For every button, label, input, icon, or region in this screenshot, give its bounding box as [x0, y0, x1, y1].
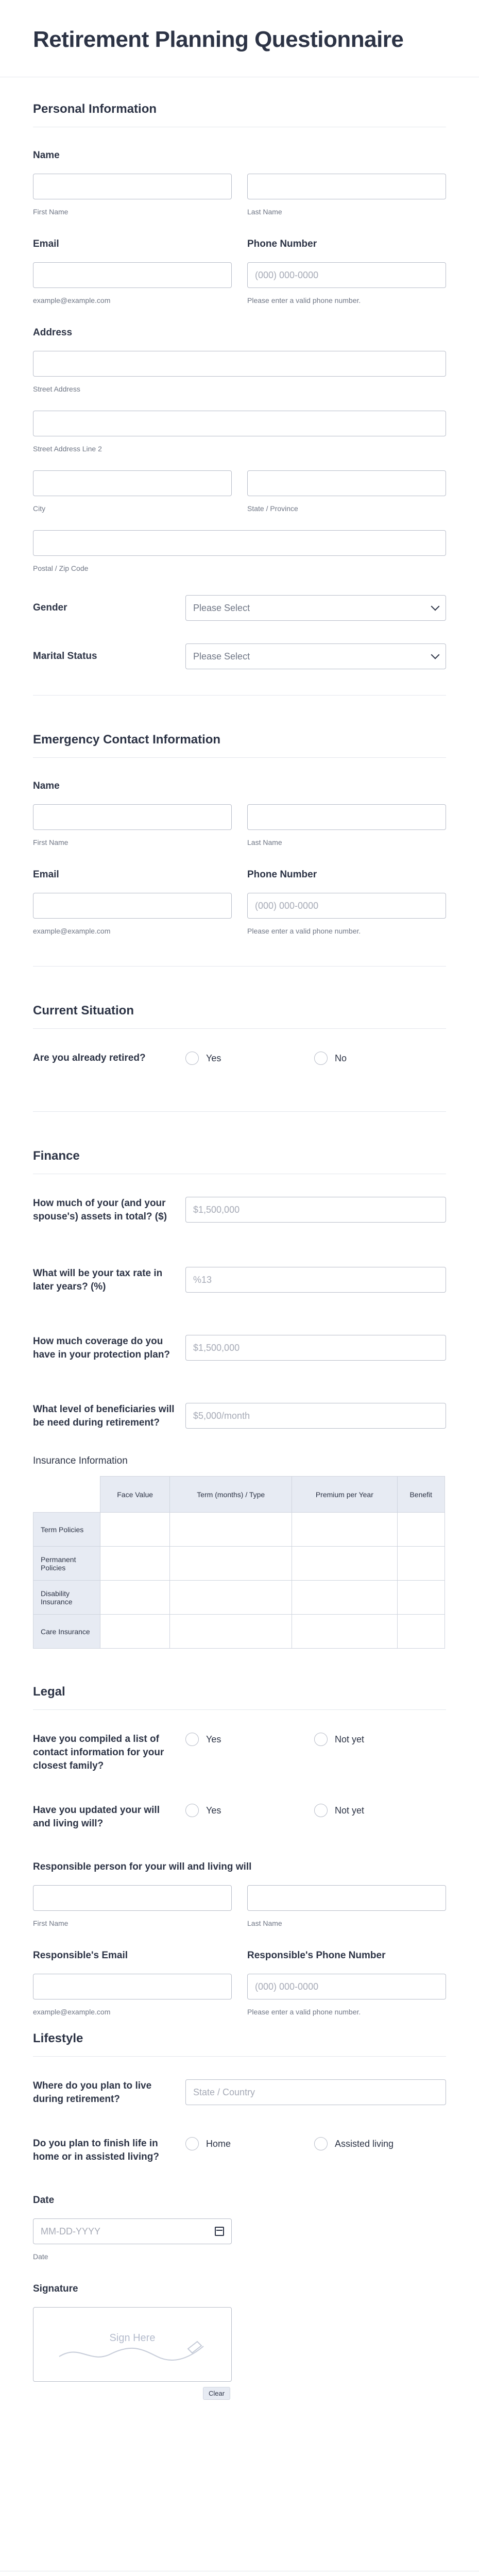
field-label: Where do you plan to live during retirement? [33, 2080, 152, 2105]
postal-input[interactable] [33, 530, 446, 556]
sublabel: Street Address Line 2 [33, 445, 102, 453]
city-input[interactable] [33, 470, 232, 496]
table-cell-input[interactable] [170, 1615, 292, 1649]
coverage-row [33, 1335, 446, 1362]
table-cell-input[interactable] [292, 1547, 397, 1581]
table-cell-input[interactable] [170, 1513, 292, 1547]
gender-select[interactable] [185, 595, 446, 621]
table-cell-input[interactable] [292, 1513, 397, 1547]
emergency-contact-row [33, 869, 446, 935]
benefits-row [33, 1403, 446, 1430]
tax-input[interactable]: %13 [185, 1267, 446, 1293]
radio-circle[interactable] [314, 2137, 328, 2150]
radio-circle[interactable] [314, 1052, 328, 1065]
phone-input[interactable]: (000) 000-0000 [247, 893, 446, 919]
radio-yes[interactable] [185, 1804, 314, 1817]
sublabel: example@example.com [33, 927, 111, 935]
legal-section [0, 1685, 479, 2016]
radio-label: Yes [206, 1053, 221, 1063]
table-cell-input[interactable] [292, 1581, 397, 1615]
live-row [33, 2079, 446, 2106]
sublabel: Last Name [247, 838, 282, 846]
email-input[interactable] [33, 1974, 232, 1999]
table-header-row [33, 1477, 445, 1513]
assets-input[interactable]: $1,500,000 [185, 1197, 446, 1223]
live-input[interactable]: State / Country [185, 2079, 446, 2105]
section-header [33, 77, 446, 127]
first-name-input[interactable] [33, 174, 232, 199]
form-footer [0, 2571, 479, 2576]
field-label: What level of beneficiaries will be need during retirement? [33, 1404, 175, 1428]
select-value: Please Select [193, 651, 250, 662]
row-header: Term Policies [33, 1513, 100, 1547]
table-cell-input[interactable] [170, 1581, 292, 1615]
section-title: Emergency Contact Information [33, 733, 221, 747]
field-label: Marital Status [33, 651, 97, 662]
table-cell-input[interactable] [397, 1581, 444, 1615]
assets-row [33, 1197, 446, 1224]
email-input[interactable] [33, 893, 232, 919]
column-header: Premium per Year [292, 1477, 397, 1513]
sublabel: Please enter a valid phone number. [247, 2008, 361, 2016]
radio-no[interactable] [314, 1052, 443, 1065]
sublabel: example@example.com [33, 296, 111, 304]
sublabel: Last Name [247, 208, 282, 216]
will-row [33, 1804, 446, 1831]
section-header [33, 1112, 446, 1174]
retired-row [33, 1052, 446, 1065]
table-row [33, 1547, 445, 1581]
table-row [33, 1581, 445, 1615]
sublabel: Street Address [33, 385, 80, 393]
table-cell-input[interactable] [170, 1547, 292, 1581]
lifestyle-section [0, 2031, 479, 2397]
finish-row [33, 2137, 446, 2164]
select-value: Please Select [193, 602, 250, 613]
clear-button[interactable]: Clear [203, 2387, 230, 2400]
radio-label: Not yet [335, 1805, 365, 1816]
field-label: Do you plan to finish life in home or in assisted living? [33, 2138, 159, 2162]
section-title: Current Situation [33, 1004, 134, 1018]
contact-row [33, 239, 446, 304]
phone-input[interactable]: (000) 000-0000 [247, 262, 446, 288]
field-label: Responsible's Phone Number [247, 1950, 386, 1961]
first-name-input[interactable] [33, 804, 232, 830]
email-input[interactable] [33, 262, 232, 288]
sublabel: State / Province [247, 504, 298, 513]
date-input[interactable] [33, 2218, 232, 2244]
compiled-row [33, 1733, 446, 1773]
radio-not-yet[interactable] [314, 1733, 443, 1746]
column-header: Benefit [397, 1477, 444, 1513]
field-label: Email [33, 869, 59, 880]
radio-circle[interactable] [314, 1733, 328, 1746]
field-label: Date [33, 2195, 55, 2206]
sublabel: Date [33, 2252, 48, 2261]
street2-input[interactable] [33, 411, 446, 436]
radio-label: Home [206, 2138, 231, 2149]
field-label: Have you updated your will and living will? [33, 1805, 160, 1829]
chevron-down-icon [431, 602, 440, 611]
finance-section [0, 1112, 479, 1649]
sublabel: Last Name [247, 1919, 282, 1927]
column-header: Face Value [100, 1477, 170, 1513]
radio-home[interactable] [185, 2137, 314, 2150]
field-label: Responsible person for your will and living will [33, 1861, 252, 1872]
radio-label: Yes [206, 1805, 221, 1816]
situation-section [0, 967, 479, 1112]
field-label: Responsible's Email [33, 1950, 128, 1961]
insurance-field [33, 1455, 446, 1649]
radio-circle[interactable] [314, 1804, 328, 1817]
field-label: How much of your (and your spouse's) assets in total? ($) [33, 1198, 167, 1222]
last-name-input[interactable] [247, 1885, 446, 1911]
table-cell-input[interactable] [100, 1513, 170, 1547]
radio-circle[interactable] [185, 1804, 199, 1817]
sublabel: First Name [33, 208, 69, 216]
field-label: How much coverage do you have in your protection plan? [33, 1336, 170, 1360]
gender-row [33, 595, 446, 621]
section-title: Legal [33, 1685, 65, 1699]
field-label: Name [33, 781, 60, 791]
field-label: Signature [33, 2283, 78, 2294]
field-label: Have you compiled a list of contact information for your closest family? [33, 1734, 164, 1771]
table-cell-input[interactable] [100, 1581, 170, 1615]
table-cell-input[interactable] [397, 1615, 444, 1649]
marital-select[interactable] [185, 643, 446, 669]
responsible-field [33, 1861, 446, 1927]
sublabel: example@example.com [33, 2008, 111, 2016]
row-header: Care Insurance [33, 1615, 100, 1649]
sublabel: Please enter a valid phone number. [247, 296, 361, 304]
table-corner [33, 1477, 100, 1513]
marital-row [33, 643, 446, 669]
section-header [33, 967, 446, 1029]
radio-label: Not yet [335, 1734, 365, 1744]
radio-label: Yes [206, 1734, 221, 1744]
sublabel: First Name [33, 838, 69, 846]
radio-yes[interactable] [185, 1052, 314, 1065]
signature-scribble-icon [33, 2308, 232, 2382]
personal-section [0, 77, 479, 696]
responsible-contact-row [33, 1950, 446, 2016]
field-label: Phone Number [247, 869, 317, 880]
section-header [33, 2031, 446, 2057]
radio-label: No [335, 1053, 347, 1063]
table-cell-input[interactable] [397, 1547, 444, 1581]
tax-row [33, 1267, 446, 1294]
chevron-down-icon [431, 651, 440, 659]
table-row [33, 1513, 445, 1547]
radio-circle[interactable] [185, 1733, 199, 1746]
table-cell-input[interactable] [292, 1615, 397, 1649]
name-field [33, 150, 446, 216]
column-header: Term (months) / Type [170, 1477, 292, 1513]
emergency-section [0, 696, 479, 967]
form-header [0, 0, 479, 77]
radio-label: Assisted living [335, 2138, 394, 2149]
field-label: Email [33, 239, 59, 249]
coverage-input[interactable]: $1,500,000 [185, 1335, 446, 1361]
section-title: Lifestyle [33, 2031, 83, 2045]
table-cell-input[interactable] [100, 1547, 170, 1581]
benefits-input[interactable]: $5,000/month [185, 1403, 446, 1429]
phone-input[interactable]: (000) 000-0000 [247, 1974, 446, 1999]
date-placeholder: MM-DD-YYYY [41, 2226, 100, 2236]
field-label: Name [33, 150, 60, 161]
field-label: Are you already retired? [33, 1053, 146, 1063]
radio-not-yet[interactable] [314, 1804, 443, 1817]
address-field [33, 327, 446, 572]
insurance-table [33, 1476, 445, 1649]
table-cell-input[interactable] [100, 1615, 170, 1649]
sublabel: First Name [33, 1919, 69, 1927]
section-header [33, 1685, 446, 1710]
radio-assisted[interactable] [314, 2137, 443, 2150]
first-name-input[interactable] [33, 1885, 232, 1911]
section-title: Personal Information [33, 102, 157, 116]
field-label: What will be your tax rate in later years? (%) [33, 1268, 163, 1292]
signature-pad[interactable] [33, 2307, 232, 2382]
state-input[interactable] [247, 470, 446, 496]
row-header: Disability Insurance [33, 1581, 100, 1615]
street-input[interactable] [33, 351, 446, 377]
section-title: Finance [33, 1149, 80, 1163]
section-header [33, 696, 446, 758]
radio-circle[interactable] [185, 1052, 199, 1065]
field-label: Gender [33, 602, 67, 613]
table-cell-input[interactable] [397, 1513, 444, 1547]
field-label: Insurance Information [33, 1455, 128, 1466]
sublabel: City [33, 504, 46, 513]
signature-field [33, 2283, 446, 2397]
emergency-name-field [33, 781, 446, 846]
radio-circle[interactable] [185, 2137, 199, 2150]
date-field [33, 2195, 446, 2261]
form-title: Retirement Planning Questionnaire [33, 27, 404, 52]
calendar-icon[interactable] [215, 2227, 224, 2236]
row-header: Permanent Policies [33, 1547, 100, 1581]
field-label: Phone Number [247, 239, 317, 249]
table-row [33, 1615, 445, 1649]
last-name-input[interactable] [247, 804, 446, 830]
sign-here-text: Sign Here [109, 2332, 156, 2344]
sublabel: Postal / Zip Code [33, 564, 89, 572]
last-name-input[interactable] [247, 174, 446, 199]
sublabel: Please enter a valid phone number. [247, 927, 361, 935]
radio-yes[interactable] [185, 1733, 314, 1746]
field-label: Address [33, 327, 73, 338]
